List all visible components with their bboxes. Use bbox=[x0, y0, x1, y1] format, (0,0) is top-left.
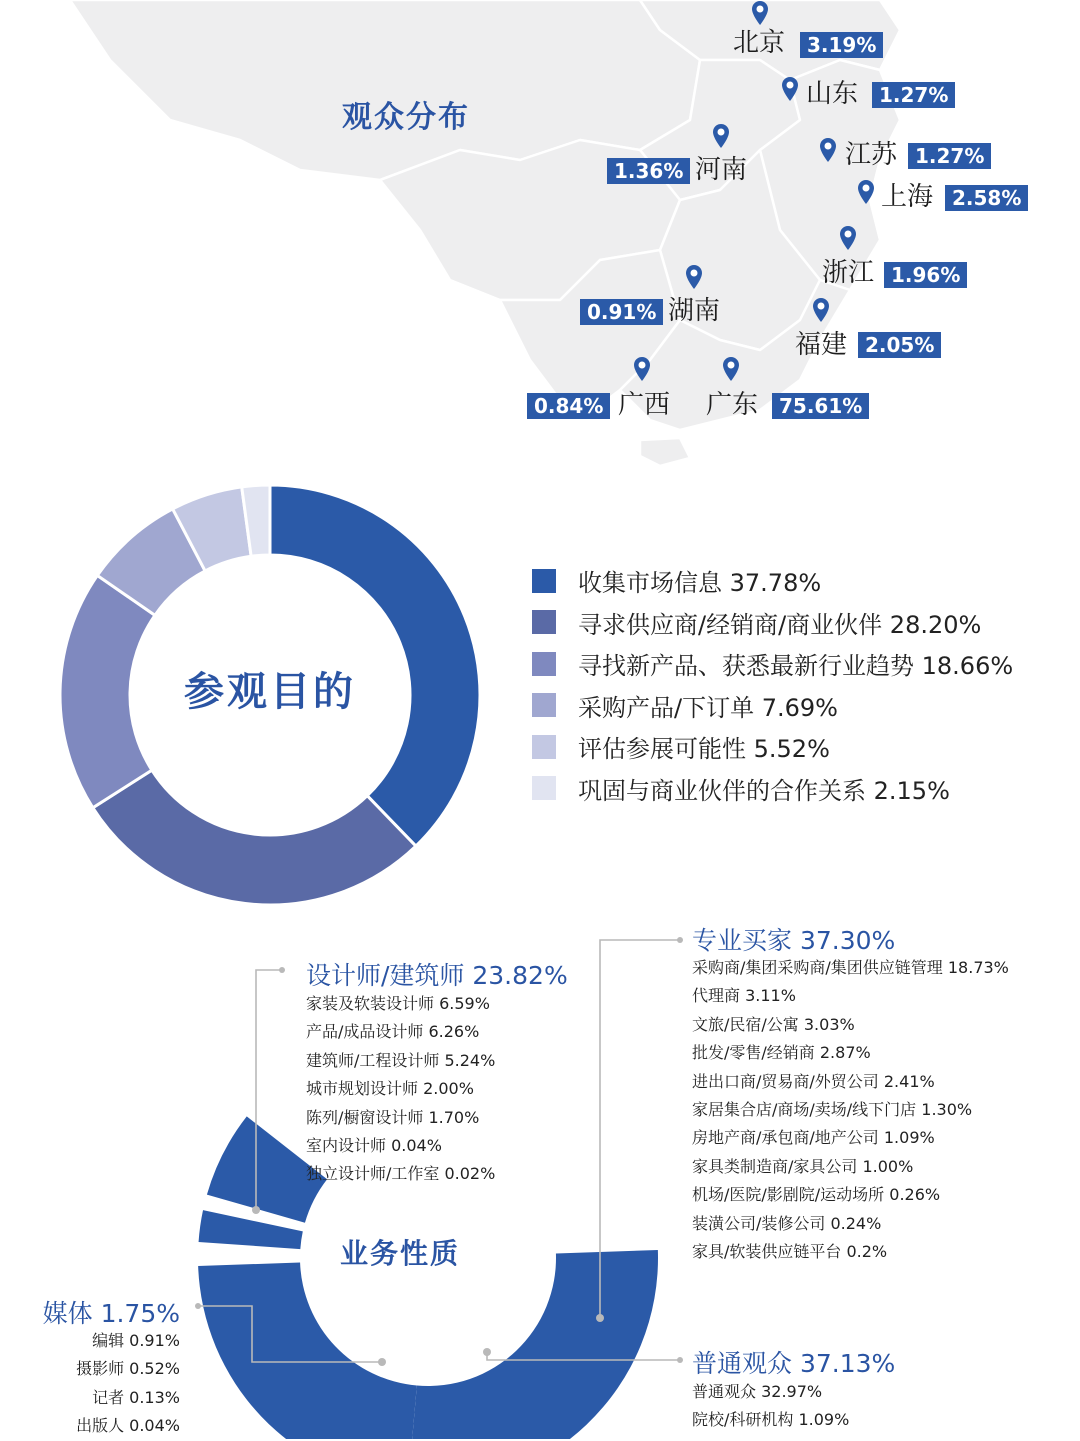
province-name-guangxi: 广西 bbox=[618, 390, 671, 420]
location-pin-icon bbox=[781, 76, 799, 102]
list-item: 批发/零售/经销商 2.87% bbox=[692, 1043, 871, 1063]
list-item: 文旅/民宿/公寓 3.03% bbox=[692, 1014, 855, 1034]
list-item: 采购商/集团采购商/集团供应链管理 18.73% bbox=[692, 958, 1009, 977]
province-percent-jiangsu: 1.27% bbox=[908, 143, 991, 169]
leader-dot-designer-end bbox=[279, 967, 285, 973]
list-item: 编辑 0.91% bbox=[92, 1331, 180, 1350]
biz-segment-buyer bbox=[408, 1250, 658, 1439]
leader-dot-buyer bbox=[596, 1314, 604, 1322]
leader-dot-buyer-end bbox=[677, 937, 683, 943]
biz-segment-public bbox=[198, 1262, 417, 1439]
province-name-fujian: 福建 bbox=[795, 330, 848, 360]
province-percent-beijing: 3.19% bbox=[800, 32, 883, 58]
legend-swatch-4 bbox=[532, 735, 556, 759]
map-region-hainan bbox=[640, 438, 690, 466]
leader-dot-designer bbox=[252, 1206, 260, 1214]
province-name-jiangsu: 江苏 bbox=[845, 140, 898, 170]
legend-label: 巩固与商业伙伴的合作关系 2.15% bbox=[578, 776, 950, 805]
province-name-henan: 河南 bbox=[695, 155, 748, 185]
legend-item bbox=[532, 726, 1052, 768]
leader-dot-public bbox=[483, 1348, 491, 1356]
province-percent-guangxi: 0.84% bbox=[527, 393, 610, 419]
location-pin-icon bbox=[633, 356, 651, 382]
group-list-public bbox=[692, 1378, 849, 1435]
legend-item bbox=[532, 685, 1052, 727]
list-item: 建筑师/工程设计师 5.24% bbox=[306, 1050, 496, 1070]
legend-item bbox=[532, 643, 1052, 685]
list-item: 进出口商/贸易商/外贸公司 2.41% bbox=[692, 1071, 935, 1091]
purpose-chart-title: 参观目的 bbox=[184, 669, 356, 715]
group-list-designer bbox=[306, 990, 495, 1189]
group-list-media bbox=[30, 1327, 180, 1441]
list-item: 城市规划设计师 2.00% bbox=[306, 1079, 474, 1099]
legend-label: 收集市场信息 37.78% bbox=[578, 569, 822, 598]
legend-item bbox=[532, 560, 1052, 602]
list-item: 摄影师 0.52% bbox=[76, 1359, 180, 1379]
location-pin-icon bbox=[712, 123, 730, 149]
list-item: 代理商 3.11% bbox=[692, 986, 796, 1006]
group-title-media: 媒体 1.75% bbox=[42, 1299, 180, 1328]
legend-item bbox=[532, 602, 1052, 644]
list-item: 陈列/橱窗设计师 1.70% bbox=[306, 1107, 480, 1127]
legend-label: 寻找新产品、获悉最新行业趋势 18.66% bbox=[578, 652, 1014, 681]
list-item: 记者 0.13% bbox=[92, 1387, 180, 1407]
list-item: 产品/成品设计师 6.26% bbox=[306, 1022, 480, 1042]
location-pin-icon bbox=[685, 264, 703, 290]
purpose-legend bbox=[532, 560, 1052, 809]
list-item: 出版人 0.04% bbox=[76, 1416, 180, 1436]
province-percent-hunan: 0.91% bbox=[580, 299, 663, 325]
leader-dot-media bbox=[378, 1358, 386, 1366]
donut-slice-1 bbox=[93, 770, 416, 905]
province-name-guangdong: 广东 bbox=[706, 390, 759, 420]
list-item: 家具/软装供应链平台 0.2% bbox=[692, 1241, 888, 1261]
legend-label: 寻求供应商/经销商/商业伙伴 28.20% bbox=[578, 610, 982, 639]
business-chart-title: 业务性质 bbox=[339, 1237, 460, 1270]
province-name-beijing: 北京 bbox=[733, 28, 786, 58]
list-item: 装潢公司/装修公司 0.24% bbox=[692, 1213, 882, 1233]
legend-swatch-1 bbox=[532, 610, 556, 634]
province-percent-shanghai: 2.58% bbox=[945, 185, 1028, 211]
group-title-designer: 设计师/建筑师 23.82% bbox=[306, 961, 568, 990]
list-item: 院校/科研机构 1.09% bbox=[692, 1410, 850, 1430]
list-item: 家具类制造商/家具公司 1.00% bbox=[692, 1156, 914, 1176]
group-title-public: 普通观众 37.13% bbox=[692, 1349, 896, 1378]
province-name-hunan: 湖南 bbox=[668, 296, 721, 326]
group-title-buyer: 专业买家 37.30% bbox=[692, 926, 896, 955]
province-percent-henan: 1.36% bbox=[607, 158, 690, 184]
list-item: 普通观众 32.97% bbox=[692, 1382, 823, 1401]
location-pin-icon bbox=[812, 297, 830, 323]
province-name-zhejiang: 浙江 bbox=[822, 258, 875, 288]
list-item: 独立设计师/工作室 0.02% bbox=[306, 1164, 496, 1184]
province-percent-shandong: 1.27% bbox=[872, 82, 955, 108]
legend-swatch-5 bbox=[532, 776, 556, 800]
location-pin-icon bbox=[751, 0, 769, 26]
leader-dot-media-end bbox=[195, 1303, 201, 1309]
list-item: 室内设计师 0.04% bbox=[306, 1135, 442, 1155]
province-name-shanghai: 上海 bbox=[881, 182, 934, 212]
legend-label: 评估参展可能性 5.52% bbox=[578, 735, 830, 764]
donut-slice-2 bbox=[60, 575, 155, 807]
leader-dot-public-end bbox=[677, 1357, 683, 1363]
legend-swatch-3 bbox=[532, 693, 556, 717]
province-percent-guangdong: 75.61% bbox=[772, 393, 869, 419]
group-list-buyer bbox=[692, 954, 1009, 1266]
legend-label: 采购产品/下订单 7.69% bbox=[578, 693, 838, 722]
location-pin-icon bbox=[857, 179, 875, 205]
location-pin-icon bbox=[722, 356, 740, 382]
list-item: 家居集合店/商场/卖场/线下门店 1.30% bbox=[692, 1099, 973, 1119]
legend-item bbox=[532, 768, 1052, 810]
province-name-shandong: 山东 bbox=[806, 79, 859, 109]
map-title: 观众分布 bbox=[342, 100, 470, 135]
province-percent-zhejiang: 1.96% bbox=[884, 262, 967, 288]
list-item: 机场/医院/影剧院/运动场所 0.26% bbox=[692, 1185, 941, 1205]
location-pin-icon bbox=[819, 137, 837, 163]
location-pin-icon bbox=[839, 225, 857, 251]
list-item: 房地产商/承包商/地产公司 1.09% bbox=[692, 1128, 935, 1148]
legend-swatch-0 bbox=[532, 569, 556, 593]
legend-swatch-2 bbox=[532, 652, 556, 676]
list-item: 家装及软装设计师 6.59% bbox=[306, 994, 490, 1013]
province-percent-fujian: 2.05% bbox=[858, 332, 941, 358]
